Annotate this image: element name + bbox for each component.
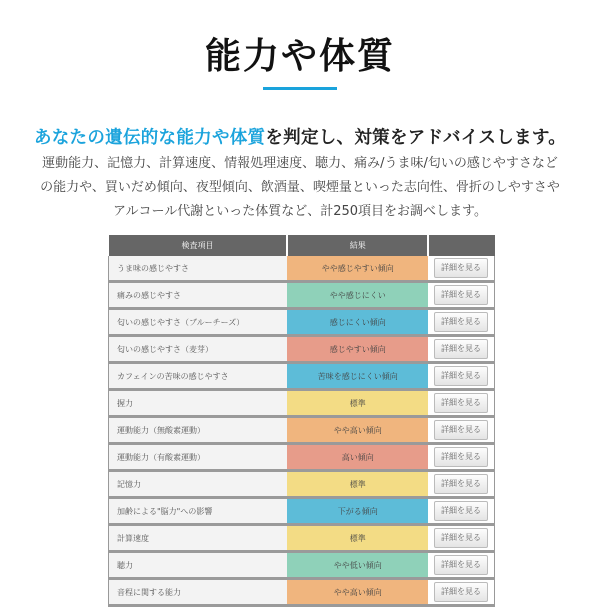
item-name: うま味の感じやすさ [109,256,288,282]
table-row [109,256,495,282]
result-badge: やや高い傾向 [287,417,428,444]
result-badge: 標準 [287,471,428,498]
lead-text [0,124,600,152]
action-cell [428,579,494,606]
result-badge: 感じにくい傾向 [287,309,428,336]
details-button[interactable]: 詳細を見る [434,420,488,440]
action-cell [428,363,494,390]
description: 運動能力、記憶力、計算速度、情報処理速度、聴力、痛み/うま味/匂いの感じやすさなどの能力や、買いだめ傾向、夜型傾向、飲酒量、喫煙量といった志向性、骨折のしやすさやアルコール代謝といった体質など、計250項目をお調べします。 [40,156,560,219]
table-row [109,309,495,336]
table-header [109,235,495,256]
results-table [108,235,495,607]
page-title: 能力や体質 [204,36,395,77]
table-row [109,579,495,606]
details-button[interactable]: 詳細を見る [434,528,488,548]
table-row [109,363,495,390]
table-row [109,444,495,471]
action-cell [428,471,494,498]
result-badge: 下がる傾向 [287,498,428,525]
header-action [428,235,494,256]
result-badge: やや高い傾向 [287,579,428,606]
header-result: 結果 [287,235,428,256]
details-button[interactable]: 詳細を見る [434,555,488,575]
action-cell [428,282,494,309]
table-row [109,552,495,579]
details-button[interactable]: 詳細を見る [434,447,488,467]
item-name: 匂いの感じやすさ（麦芽） [109,336,288,363]
item-name: 運動能力（有酸素運動） [109,444,288,471]
result-badge: 高い傾向 [287,444,428,471]
item-name: 握力 [109,390,288,417]
action-cell [428,390,494,417]
lead-highlight: あなたの遺伝的な能力や体質 [33,128,266,148]
details-button[interactable]: 詳細を見る [434,258,488,278]
table-row [109,417,495,444]
details-button[interactable]: 詳細を見る [434,312,488,332]
lead-rest: を判定し、対策をアドバイスします。 [265,128,567,148]
item-name: 匂いの感じやすさ（ブルーチーズ） [109,309,288,336]
action-cell [428,417,494,444]
action-cell [428,309,494,336]
details-button[interactable]: 詳細を見る [434,339,488,359]
result-badge: 標準 [287,525,428,552]
table-row [109,471,495,498]
item-name: 計算速度 [109,525,288,552]
action-cell [428,498,494,525]
item-name: 加齢による"脳力"への影響 [109,498,288,525]
details-button[interactable]: 詳細を見る [434,366,488,386]
table-row [109,390,495,417]
table-row [109,336,495,363]
item-name: 音程に関する能力 [109,579,288,606]
table-row [109,498,495,525]
header-item: 検査項目 [109,235,288,256]
action-cell [428,444,494,471]
item-name: カフェインの苦味の感じやすさ [109,363,288,390]
item-name: 痛みの感じやすさ [109,282,288,309]
details-button[interactable]: 詳細を見る [434,474,488,494]
details-button[interactable]: 詳細を見る [434,582,488,602]
item-name: 記憶力 [109,471,288,498]
result-badge: 標準 [287,390,428,417]
action-cell [428,336,494,363]
details-button[interactable]: 詳細を見る [434,393,488,413]
result-badge: 苦味を感じにくい傾向 [287,363,428,390]
details-button[interactable]: 詳細を見る [434,285,488,305]
result-badge: やや感じにくい [287,282,428,309]
table-row [109,525,495,552]
result-badge: やや感じやすい傾向 [287,256,428,282]
details-button[interactable]: 詳細を見る [434,501,488,521]
action-cell [428,525,494,552]
item-name: 聴力 [109,552,288,579]
result-badge: 感じやすい傾向 [287,336,428,363]
item-name: 運動能力（無酸素運動） [109,417,288,444]
result-badge: やや低い傾向 [287,552,428,579]
action-cell [428,552,494,579]
table-row [109,282,495,309]
title-underline [263,87,337,90]
action-cell [428,256,494,282]
